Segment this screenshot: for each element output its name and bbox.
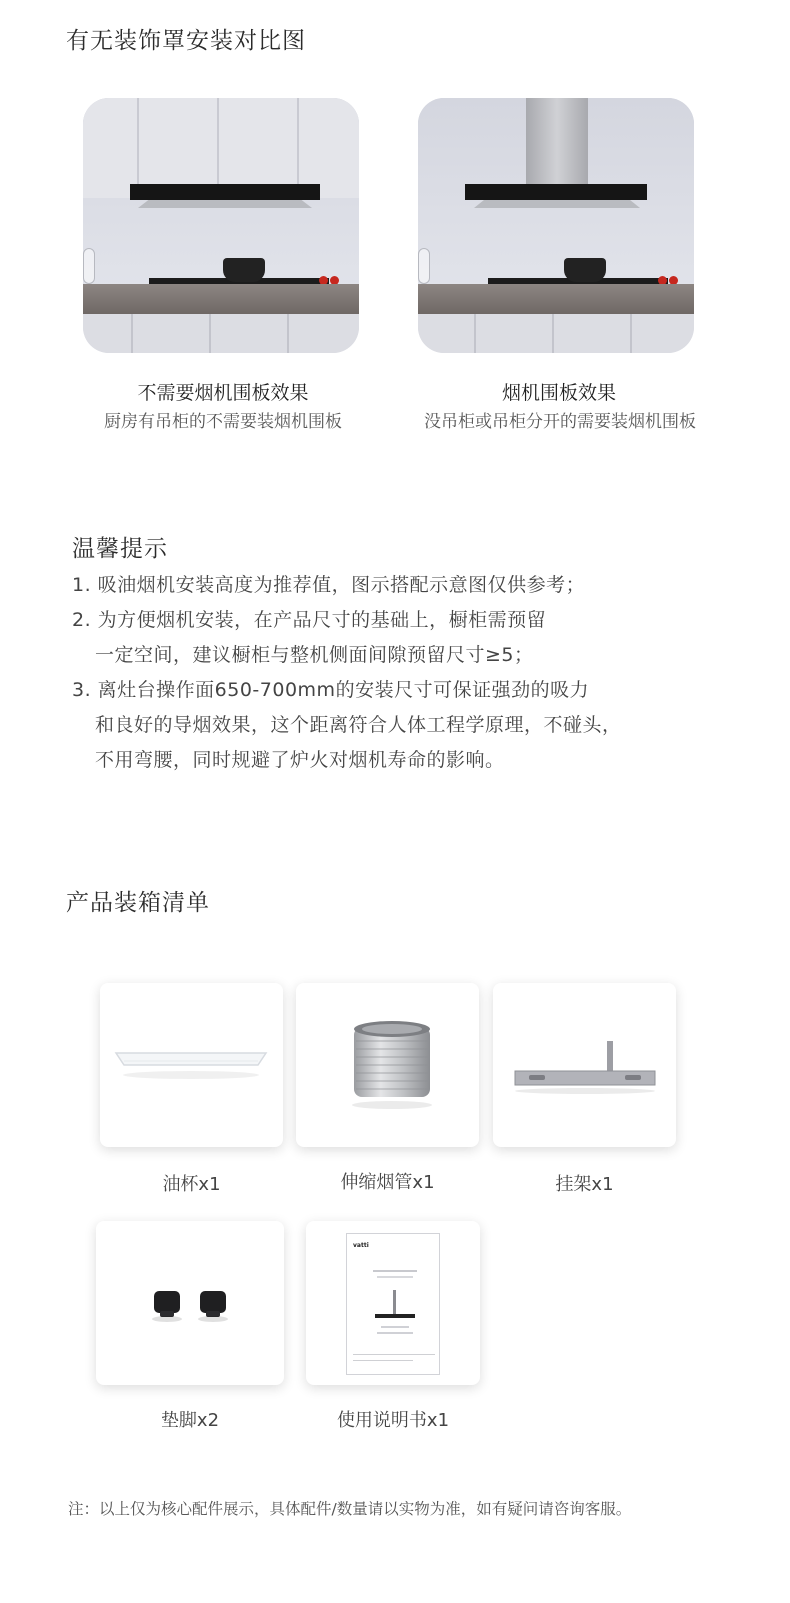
wall-bracket-icon [493, 983, 676, 1147]
item-card-duct [296, 983, 479, 1147]
footnote: 注：以上仅为核心配件展示，具体配件/数量请以实物为准，如有疑问请咨询客服。 [68, 1500, 632, 1518]
oil-cup-icon [100, 983, 283, 1147]
rubber-feet-icon [96, 1221, 284, 1385]
photo-without-panel [83, 98, 359, 353]
manual-icon [346, 1233, 440, 1375]
right-caption-subtitle: 没吊柜或吊柜分开的需要装烟机围板 [424, 412, 696, 432]
item-label-feet: 垫脚x2 [160, 1410, 220, 1431]
tip-line-3: 一定空间，建议橱柜与整机侧面间隙预留尺寸≥5； [95, 644, 534, 666]
packing-title: 产品装箱清单 [66, 890, 210, 916]
manual-brand: vatti [353, 1242, 369, 1249]
item-label-oil-cup: 油杯x1 [162, 1174, 221, 1195]
tip-line-6: 不用弯腰，同时规避了炉火对烟机寿命的影响。 [95, 749, 505, 771]
item-card-oil-cup [100, 983, 283, 1147]
right-caption-title: 烟机围板效果 [501, 382, 616, 404]
item-card-manual [306, 1221, 480, 1385]
item-card-bracket [493, 983, 676, 1147]
tips-title: 温馨提示 [72, 536, 168, 562]
telescopic-duct-icon [296, 983, 479, 1147]
item-card-feet [96, 1221, 284, 1385]
tip-line-4: 3. 离灶台操作面650-700mm的安装尺寸可保证强劲的吸力 [72, 679, 590, 701]
tip-line-1: 1. 吸油烟机安装高度为推荐值，图示搭配示意图仅供参考； [72, 574, 586, 596]
tip-line-2: 2. 为方便烟机安装，在产品尺寸的基础上，橱柜需预留 [72, 609, 547, 631]
left-caption-title: 不需要烟机围板效果 [137, 382, 309, 404]
photo-with-panel [418, 98, 694, 353]
left-caption-subtitle: 厨房有吊柜的不需要装烟机围板 [104, 412, 342, 432]
item-label-manual: 使用说明书x1 [336, 1410, 450, 1431]
comparison-title: 有无装饰罩安装对比图 [66, 28, 306, 54]
tip-line-5: 和良好的导烟效果，这个距离符合人体工程学原理，不碰头， [95, 714, 622, 736]
item-label-duct: 伸缩烟管x1 [340, 1172, 435, 1193]
item-label-bracket: 挂架x1 [555, 1174, 614, 1195]
